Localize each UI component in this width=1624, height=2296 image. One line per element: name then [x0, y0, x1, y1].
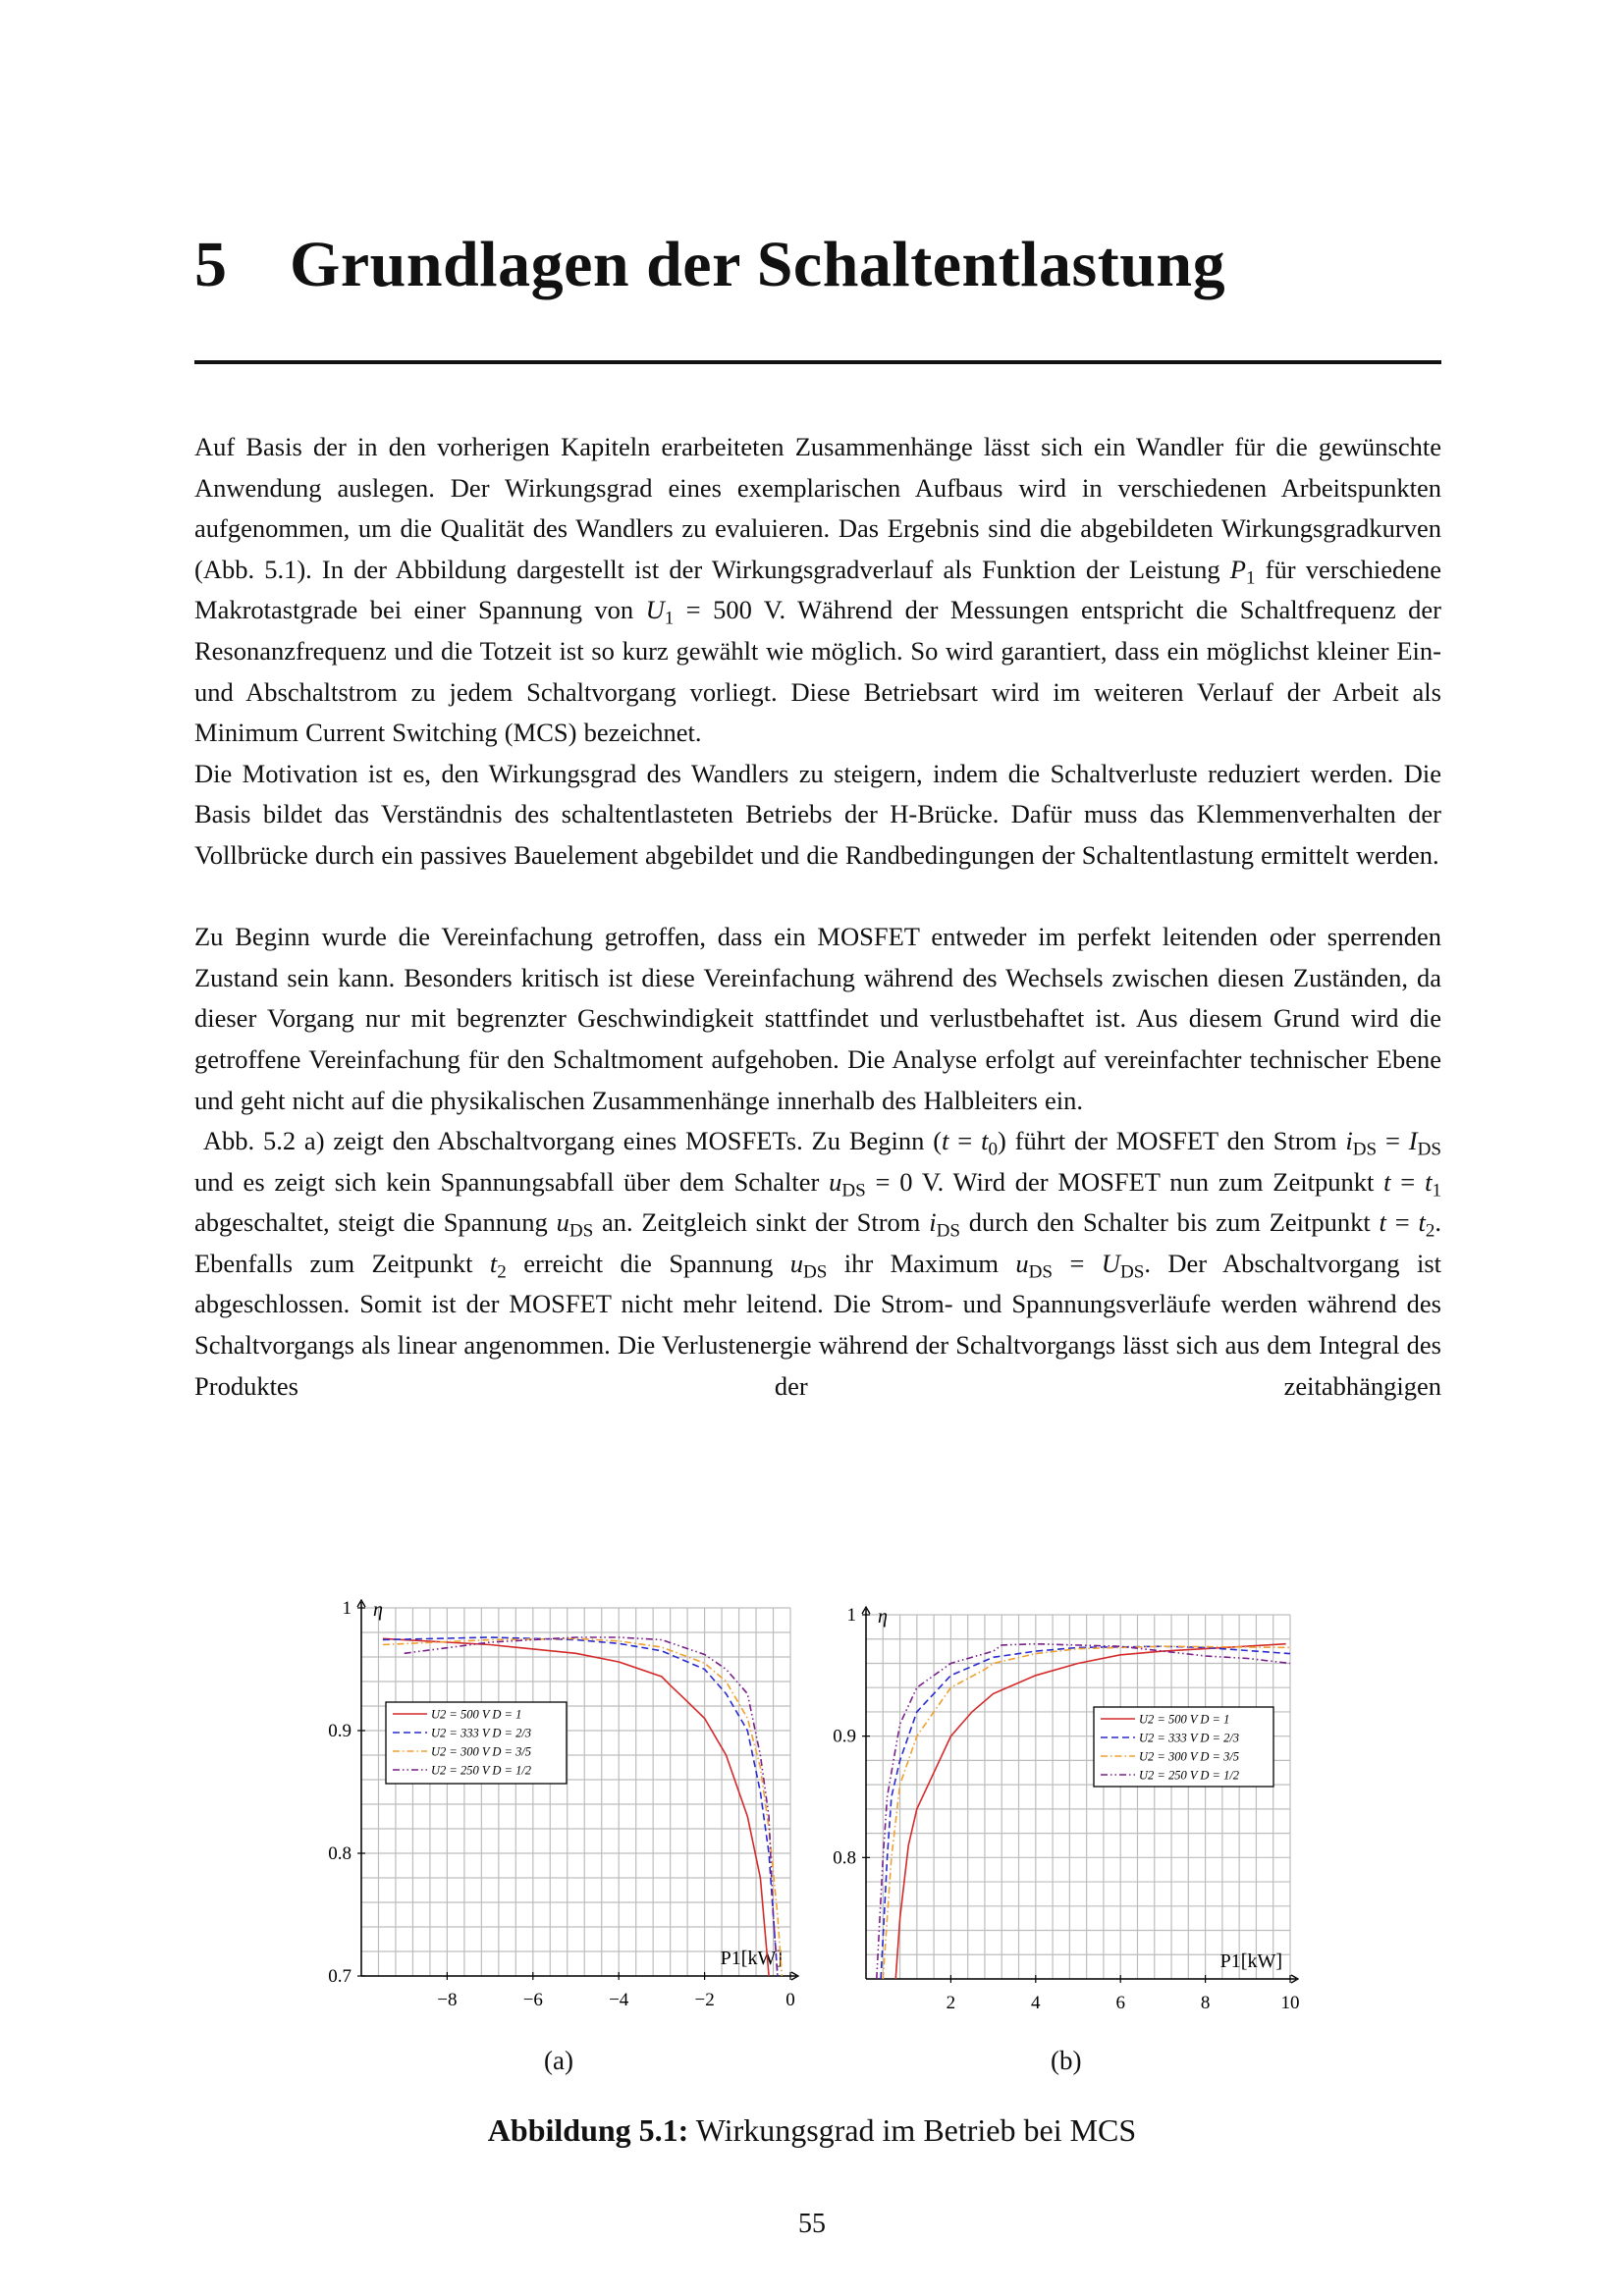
text-run: an. Zeitgleich sinkt der Strom: [593, 1207, 930, 1238]
x-tick-label: −8: [437, 1990, 458, 2010]
math-base: u: [829, 1166, 842, 1197]
math-base: t: [1379, 1207, 1386, 1238]
legend-label: U2 = 300 V D = 3/5: [1139, 1749, 1240, 1764]
text-run: =: [1385, 1207, 1419, 1238]
y-tick-label: 1: [342, 1598, 352, 1619]
x-tick-label: 6: [1115, 1993, 1125, 2013]
text-run: = 500 V. Während der Messungen entspricht die Schaltfrequenz der Resonanzfrequenz und die Totzeit ist so kurz gewählt wie möglich. So wird garantiert, dass ein möglichst kleiner Ein- und Abschaltstrom zu jedem Schaltvorgang vorliegt. Diese Betriebsart wird im weiteren Verlauf der Arbeit als Minimum Current Switching (MCS) bezeichnet.: [194, 595, 1441, 748]
math-subscript: DS: [1119, 1261, 1145, 1283]
text-run: =: [1053, 1248, 1102, 1278]
text-run: . Der Abschaltvorgang ist abgeschlossen. Somit ist der MOSFET nicht mehr leitend. Die Strom- und Spannungsverläufe werden während des Schaltvorgangs als linear angenommen. Die Verlustenergie während der Schaltvorgangs lässt sich aus dem Integral des Produktes der zeitabhängigen: [194, 1248, 1441, 1401]
text-run: erreicht die Spannung: [506, 1248, 790, 1278]
subcaption-a: (a): [544, 2046, 573, 2075]
y-tick-label: 0.8: [328, 1843, 352, 1864]
figure-caption-text: Wirkungsgrad im Betrieb bei MCS: [688, 2112, 1137, 2148]
chapter-title: Grundlagen der Schaltentlastung: [290, 229, 1226, 300]
math-subscript: 2: [1425, 1221, 1435, 1242]
text-run: Zu Beginn wurde die Vereinfachung getroffen, dass ein MOSFET entweder im perfekt leitenden oder sperrenden Zustand sein kann. Besonders kritisch ist diese Vereinfachung während des Wechsels zwischen diesen Zuständen, da dieser Vorgang nur mit begrenzter Geschwindigkeit stattfindet und verlustbehaftet ist. Aus diesem Grund wird die getroffene Vereinfachung für den Schaltmoment aufgehoben. Die Analyse erfolgt auf vereinfachter technischer Ebene und geht nicht auf die physikalischen Zusammenhänge innerhalb des Halbleiters ein.: [194, 922, 1441, 1115]
math-base: t: [1425, 1166, 1433, 1197]
math-base: I: [1408, 1126, 1418, 1156]
legend-label: U2 = 333 V D = 2/3: [431, 1726, 532, 1740]
x-tick-label: −2: [694, 1990, 715, 2010]
math-subscript: DS: [568, 1221, 594, 1242]
math-base: t: [942, 1126, 949, 1156]
text-run: für verschiedene Makrotastgrade bei einer Spannung von: [194, 554, 1442, 625]
x-tick-label: 2: [946, 1993, 956, 2013]
text-run: ihr Maximum: [827, 1248, 1016, 1278]
x-tick-label: 10: [1280, 1993, 1300, 2013]
math-subscript: 0: [988, 1139, 998, 1160]
math-subscript: DS: [936, 1221, 960, 1242]
math-base: i: [929, 1207, 937, 1238]
x-tick-label: 4: [1031, 1993, 1041, 2013]
x-tick-label: −4: [609, 1990, 629, 2010]
chapter-number: 5: [194, 229, 228, 300]
text-run: =: [1390, 1166, 1426, 1197]
y-tick-label: 0.8: [833, 1847, 856, 1869]
text-run: durch den Schalter bis zum Zeitpunkt: [959, 1207, 1380, 1238]
y-tick-label: 0.9: [833, 1726, 856, 1747]
math-base: U: [1101, 1248, 1120, 1278]
y-tick-label: 1: [846, 1605, 856, 1626]
chart-a: [328, 1598, 798, 2010]
text-run: ) führt der MOSFET den Strom: [997, 1126, 1346, 1156]
math-base: t: [1383, 1166, 1391, 1197]
text-run: und es zeigt sich kein Spannungsabfall über dem Schalter: [194, 1166, 830, 1197]
math-base: i: [1345, 1126, 1353, 1156]
y-axis-label: η: [878, 1606, 888, 1628]
figure-label: Abbildung 5.1:: [487, 2112, 689, 2148]
text-run: =: [1377, 1126, 1409, 1156]
math-base: u: [1015, 1248, 1029, 1278]
x-tick-label: 0: [785, 1990, 795, 2010]
text-run: Auf Basis der in den vorherigen Kapiteln erarbeiteten Zusammenhänge lässt sich ein Wandler für die gewünschte Anwendung auslegen. Der Wirkungsgrad eines exemplarischen Aufbaus wird in verschiedenen Arbeitspunkten aufgenommen, um die Qualität des Wandlers zu evaluieren. Das Ergebnis sind die abgebildeten Wirkungsgradkurven (Abb. 5.1). In der Abbildung dargestellt ist der Wirkungsgradverlauf als Funktion der Leistung: [194, 432, 1441, 584]
chart-b: [833, 1605, 1299, 2013]
x-tick-label: −6: [522, 1990, 543, 2010]
math-base: u: [789, 1248, 803, 1278]
legend-label: U2 = 500 V D = 1: [431, 1707, 522, 1722]
subcaption-b: (b): [1051, 2046, 1082, 2075]
math-subscript: DS: [841, 1180, 866, 1201]
text-run: . Ebenfalls zum Zeitpunkt: [194, 1207, 1442, 1278]
legend: [1094, 1707, 1273, 1787]
series-line: [877, 1644, 1290, 1979]
legend-label: U2 = 250 V D = 1/2: [431, 1763, 532, 1778]
y-axis-label: η: [373, 1599, 383, 1621]
legend-label: U2 = 300 V D = 3/5: [431, 1744, 532, 1759]
text-run: =: [948, 1126, 982, 1156]
figure-caption: [0, 2112, 1624, 2149]
legend-label: U2 = 500 V D = 1: [1139, 1712, 1230, 1727]
legend: [386, 1702, 567, 1784]
series-line: [881, 1646, 1290, 1979]
math-subscript: DS: [802, 1261, 828, 1283]
series-line: [383, 1638, 769, 1976]
math-subscript: DS: [1028, 1261, 1054, 1283]
legend-label: U2 = 333 V D = 2/3: [1139, 1731, 1240, 1745]
text-run: Abb. 5.2 a) zeigt den Abschaltvorgang eines MOSFETs. Zu Beginn (: [194, 1126, 943, 1156]
math-subscript: 1: [1432, 1180, 1441, 1201]
text-run: = 0 V. Wird der MOSFET nun zum Zeitpunkt: [865, 1166, 1384, 1197]
series-line: [895, 1644, 1285, 1979]
math-base: t: [981, 1126, 989, 1156]
math-subscript: DS: [1352, 1139, 1378, 1160]
text-run: Die Motivation ist es, den Wirkungsgrad des Wandlers zu steigern, indem die Schaltverluste reduziert werden. Die Basis bildet das Verständnis des schaltentlasteten Betriebs der H-Brücke. Dafür muss das Klemmenverhalten der Vollbrücke durch ein passives Bauelement abgebildet und die Randbedingungen der Schaltentlastung ermittelt werden.: [194, 758, 1441, 870]
x-axis-label: P1[kW]: [1219, 1950, 1282, 1972]
text-run: abgeschaltet, steigt die Spannung: [194, 1207, 557, 1238]
math-base: P: [1229, 554, 1246, 584]
math-subscript: 1: [664, 609, 675, 630]
math-base: u: [556, 1207, 569, 1238]
math-base: t: [489, 1248, 498, 1278]
page-number: 55: [798, 2209, 826, 2239]
math-subscript: 2: [497, 1261, 507, 1283]
math-subscript: 1: [1245, 567, 1256, 589]
y-tick-label: 0.7: [328, 1966, 352, 1987]
y-tick-label: 0.9: [328, 1721, 352, 1741]
x-tick-label: 8: [1200, 1993, 1211, 2013]
math-base: t: [1418, 1207, 1426, 1238]
x-axis-label: P1[kW]: [720, 1948, 783, 1969]
math-base: U: [645, 595, 665, 625]
math-subscript: DS: [1417, 1139, 1441, 1160]
legend-label: U2 = 250 V D = 1/2: [1139, 1768, 1240, 1783]
series-line: [383, 1637, 778, 1976]
